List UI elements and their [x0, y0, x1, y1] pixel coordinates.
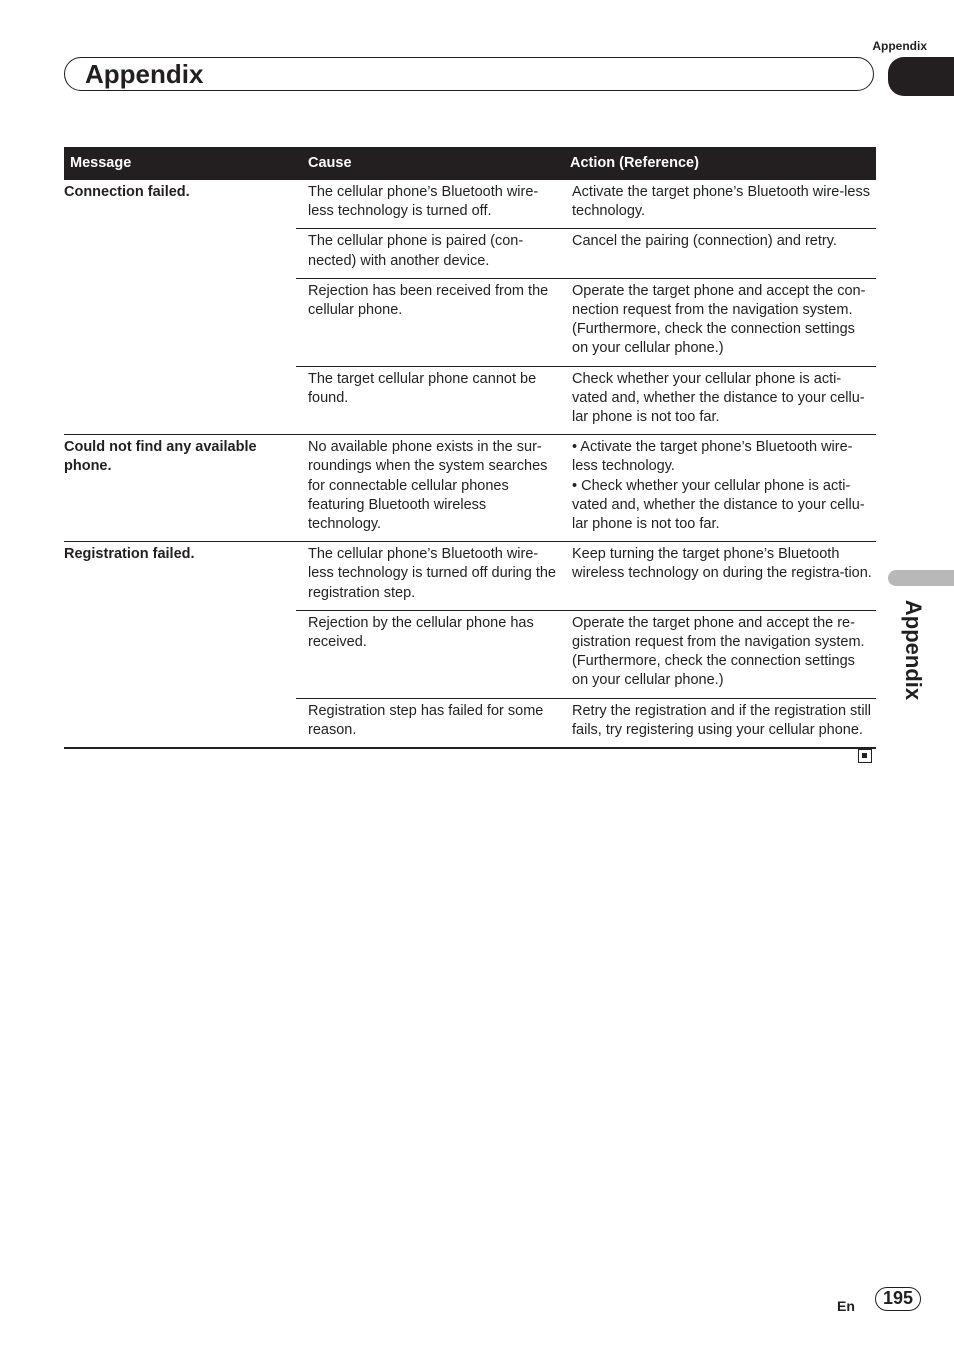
action-cell: Cancel the pairing (connection) and retry. [564, 229, 876, 278]
message-cell: Registration failed. [64, 542, 296, 748]
table-header-row [64, 147, 876, 180]
column-header-message: Message [64, 147, 296, 180]
action-cell: Operate the target phone and accept the re-gistration request from the navigation system. (Furthermore, check the connection settings on your cellular phone.) [564, 610, 876, 698]
section-title-box [64, 57, 874, 91]
running-head: Appendix [872, 39, 927, 53]
action-cell: Keep turning the target phone’s Bluetooth wireless technology on during the registra-tion. [564, 542, 876, 611]
message-cell: Could not find any available phone. [64, 435, 296, 542]
page-title: Appendix [85, 59, 204, 89]
cause-cell: Rejection has been received from the cellular phone. [296, 278, 564, 366]
action-cell: Activate the target phone’s Bluetooth wire-less technology. [564, 180, 876, 229]
language-label: En [837, 1298, 855, 1314]
title-tab-marker [888, 57, 954, 96]
side-tab-label [885, 595, 941, 705]
action-cell: Operate the target phone and accept the con-nection request from the navigation system. (Furthermore, check the connection settings on your cellular phone.) [564, 278, 876, 366]
action-cell: Check whether your cellular phone is acti-vated and, whether the distance to your cellu-lar phone is not too far. [564, 366, 876, 435]
cause-cell: No available phone exists in the sur-roundings when the system searches for connectable cellular phones featuring Bluetooth wireless technology. [296, 435, 564, 542]
table-row [64, 435, 876, 542]
cause-cell: The target cellular phone cannot be found. [296, 366, 564, 435]
troubleshooting-table [64, 147, 876, 749]
cause-cell: The cellular phone is paired (con-nected) with another device. [296, 229, 564, 278]
section-end-icon [858, 749, 872, 763]
side-tab-marker [888, 570, 954, 586]
cause-cell: The cellular phone’s Bluetooth wire-less technology is turned off during the registration step. [296, 542, 564, 611]
side-tab-label-text: Appendix [901, 599, 926, 701]
column-header-action: Action (Reference) [564, 147, 876, 180]
cause-cell: Registration step has failed for some reason. [296, 698, 564, 748]
cause-cell: The cellular phone’s Bluetooth wire-less technology is turned off. [296, 180, 564, 229]
table-row [64, 542, 876, 611]
table-row [64, 180, 876, 229]
column-header-cause: Cause [296, 147, 564, 180]
cause-cell: Rejection by the cellular phone has received. [296, 610, 564, 698]
action-cell: Retry the registration and if the registration still fails, try registering using your cellular phone. [564, 698, 876, 748]
action-cell: • Activate the target phone’s Bluetooth wire-less technology. • Check whether your cellular phone is acti-vated and, whether the distance to your cellu-lar phone is not too far. [564, 435, 876, 542]
message-cell: Connection failed. [64, 180, 296, 435]
page-number: 195 [875, 1287, 921, 1311]
